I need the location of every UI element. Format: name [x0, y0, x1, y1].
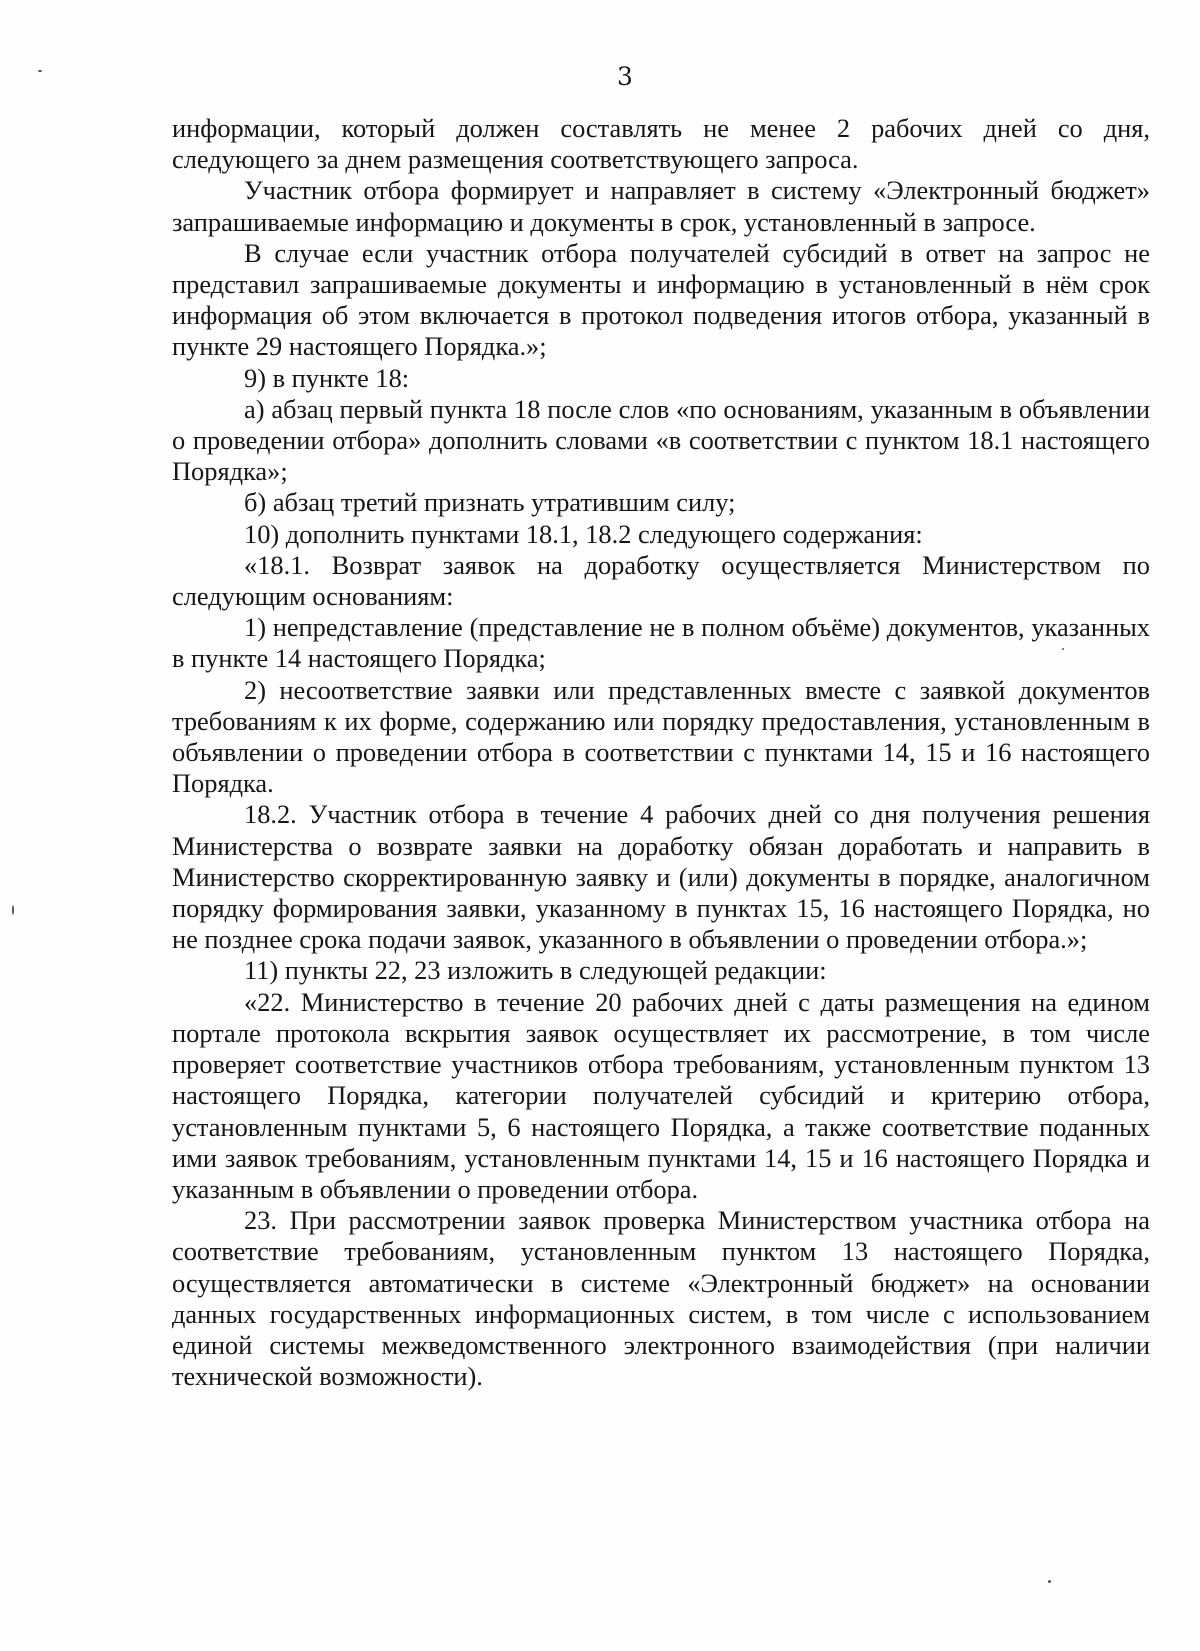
- clause-23: 23. При рассмотрении заявок проверка Министерством участника отбора на соответствие требованиям, установленным пунктом 13 настоящего Порядка, осуществляется автоматически в системе «Электронный бюджет» на основании данных государственных информационных систем, в том числе с использованием единой системы межведомственного электронного взаимодействия (при наличии технической возможности).: [172, 1205, 1150, 1392]
- paragraph-continuation: информации, который должен составлять не менее 2 рабочих дней со дня, следующего за днем размещения соответствующего запроса.: [172, 113, 1150, 175]
- scan-speck: [38, 70, 42, 72]
- scan-speck: [1048, 1580, 1051, 1583]
- clause-18-1: «18.1. Возврат заявок на доработку осуществляется Министерством по следующим основаниям:: [172, 549, 1150, 612]
- paragraph: В случае если участник отбора получателей субсидий в ответ на запрос не представил запрашиваемые документы и информацию в установленный в нём срок информация об этом включается в протокол подведения итогов отбора, указанный в пункте 29 настоящего Порядка.»;: [172, 237, 1150, 362]
- list-item-9: 9) в пункте 18:: [244, 362, 410, 393]
- document-body: [172, 113, 1150, 1392]
- sub-item-b: б) абзац третий признать утратившим силу;: [244, 487, 736, 518]
- clause-18-2: 18.2. Участник отбора в течение 4 рабочих дней со дня получения решения Министерства о возврате заявки на доработку обязан доработать и направить в Министерство скорректированную заявку и (или) документы в порядке, аналогичном порядку формирования заявки, указанному в пунктах 15, 16 настоящего Порядка, но не позднее срока подачи заявок, указанного в объявлении о проведении отбора.»;: [172, 799, 1150, 955]
- sub-item-a: а) абзац первый пункта 18 после слов «по основаниям, указанным в объявлении о проведении отбора» дополнить словами «в соответствии с пунктом 18.1 настоящего Порядка»;: [172, 393, 1150, 487]
- page-number: 3: [617, 62, 633, 91]
- list-item-11: 11) пункты 22, 23 изложить в следующей редакции:: [244, 955, 827, 986]
- scan-speck: [1062, 648, 1064, 650]
- paragraph: Участник отбора формирует и направляет в систему «Электронный бюджет» запрашиваемые информацию и документы в срок, установленный в запросе.: [172, 175, 1150, 237]
- clause-18-1-item-2: 2) несоответствие заявки или представленных вместе с заявкой документов требованиям к их форме, содержанию или порядку предоставления, установленным в объявлении о проведении отбора в соответствии с пунктами 14, 15 и 16 настоящего Порядка.: [172, 674, 1150, 799]
- clause-22: «22. Министерство в течение 20 рабочих дней с даты размещения на едином портале протокола вскрытия заявок осуществляет их рассмотрение, в том числе проверяет соответствие участников отбора требованиям, установленным пунктом 13 настоящего Порядка, категории получателей субсидий и критерию отбора, установленным пунктами 5, 6 настоящего Порядка, а также соответствие поданных ими заявок требованиям, установленным пунктами 14, 15 и 16 настоящего Порядка и указанным в объявлении о проведении отбора.: [172, 986, 1150, 1204]
- list-item-10: 10) дополнить пунктами 18.1, 18.2 следующего содержания:: [244, 518, 923, 549]
- clause-18-1-item-1: 1) непредставление (представление не в полном объёме) документов, указанных в пункте 14 настоящего Порядка;: [172, 612, 1150, 674]
- scan-speck: [12, 905, 14, 915]
